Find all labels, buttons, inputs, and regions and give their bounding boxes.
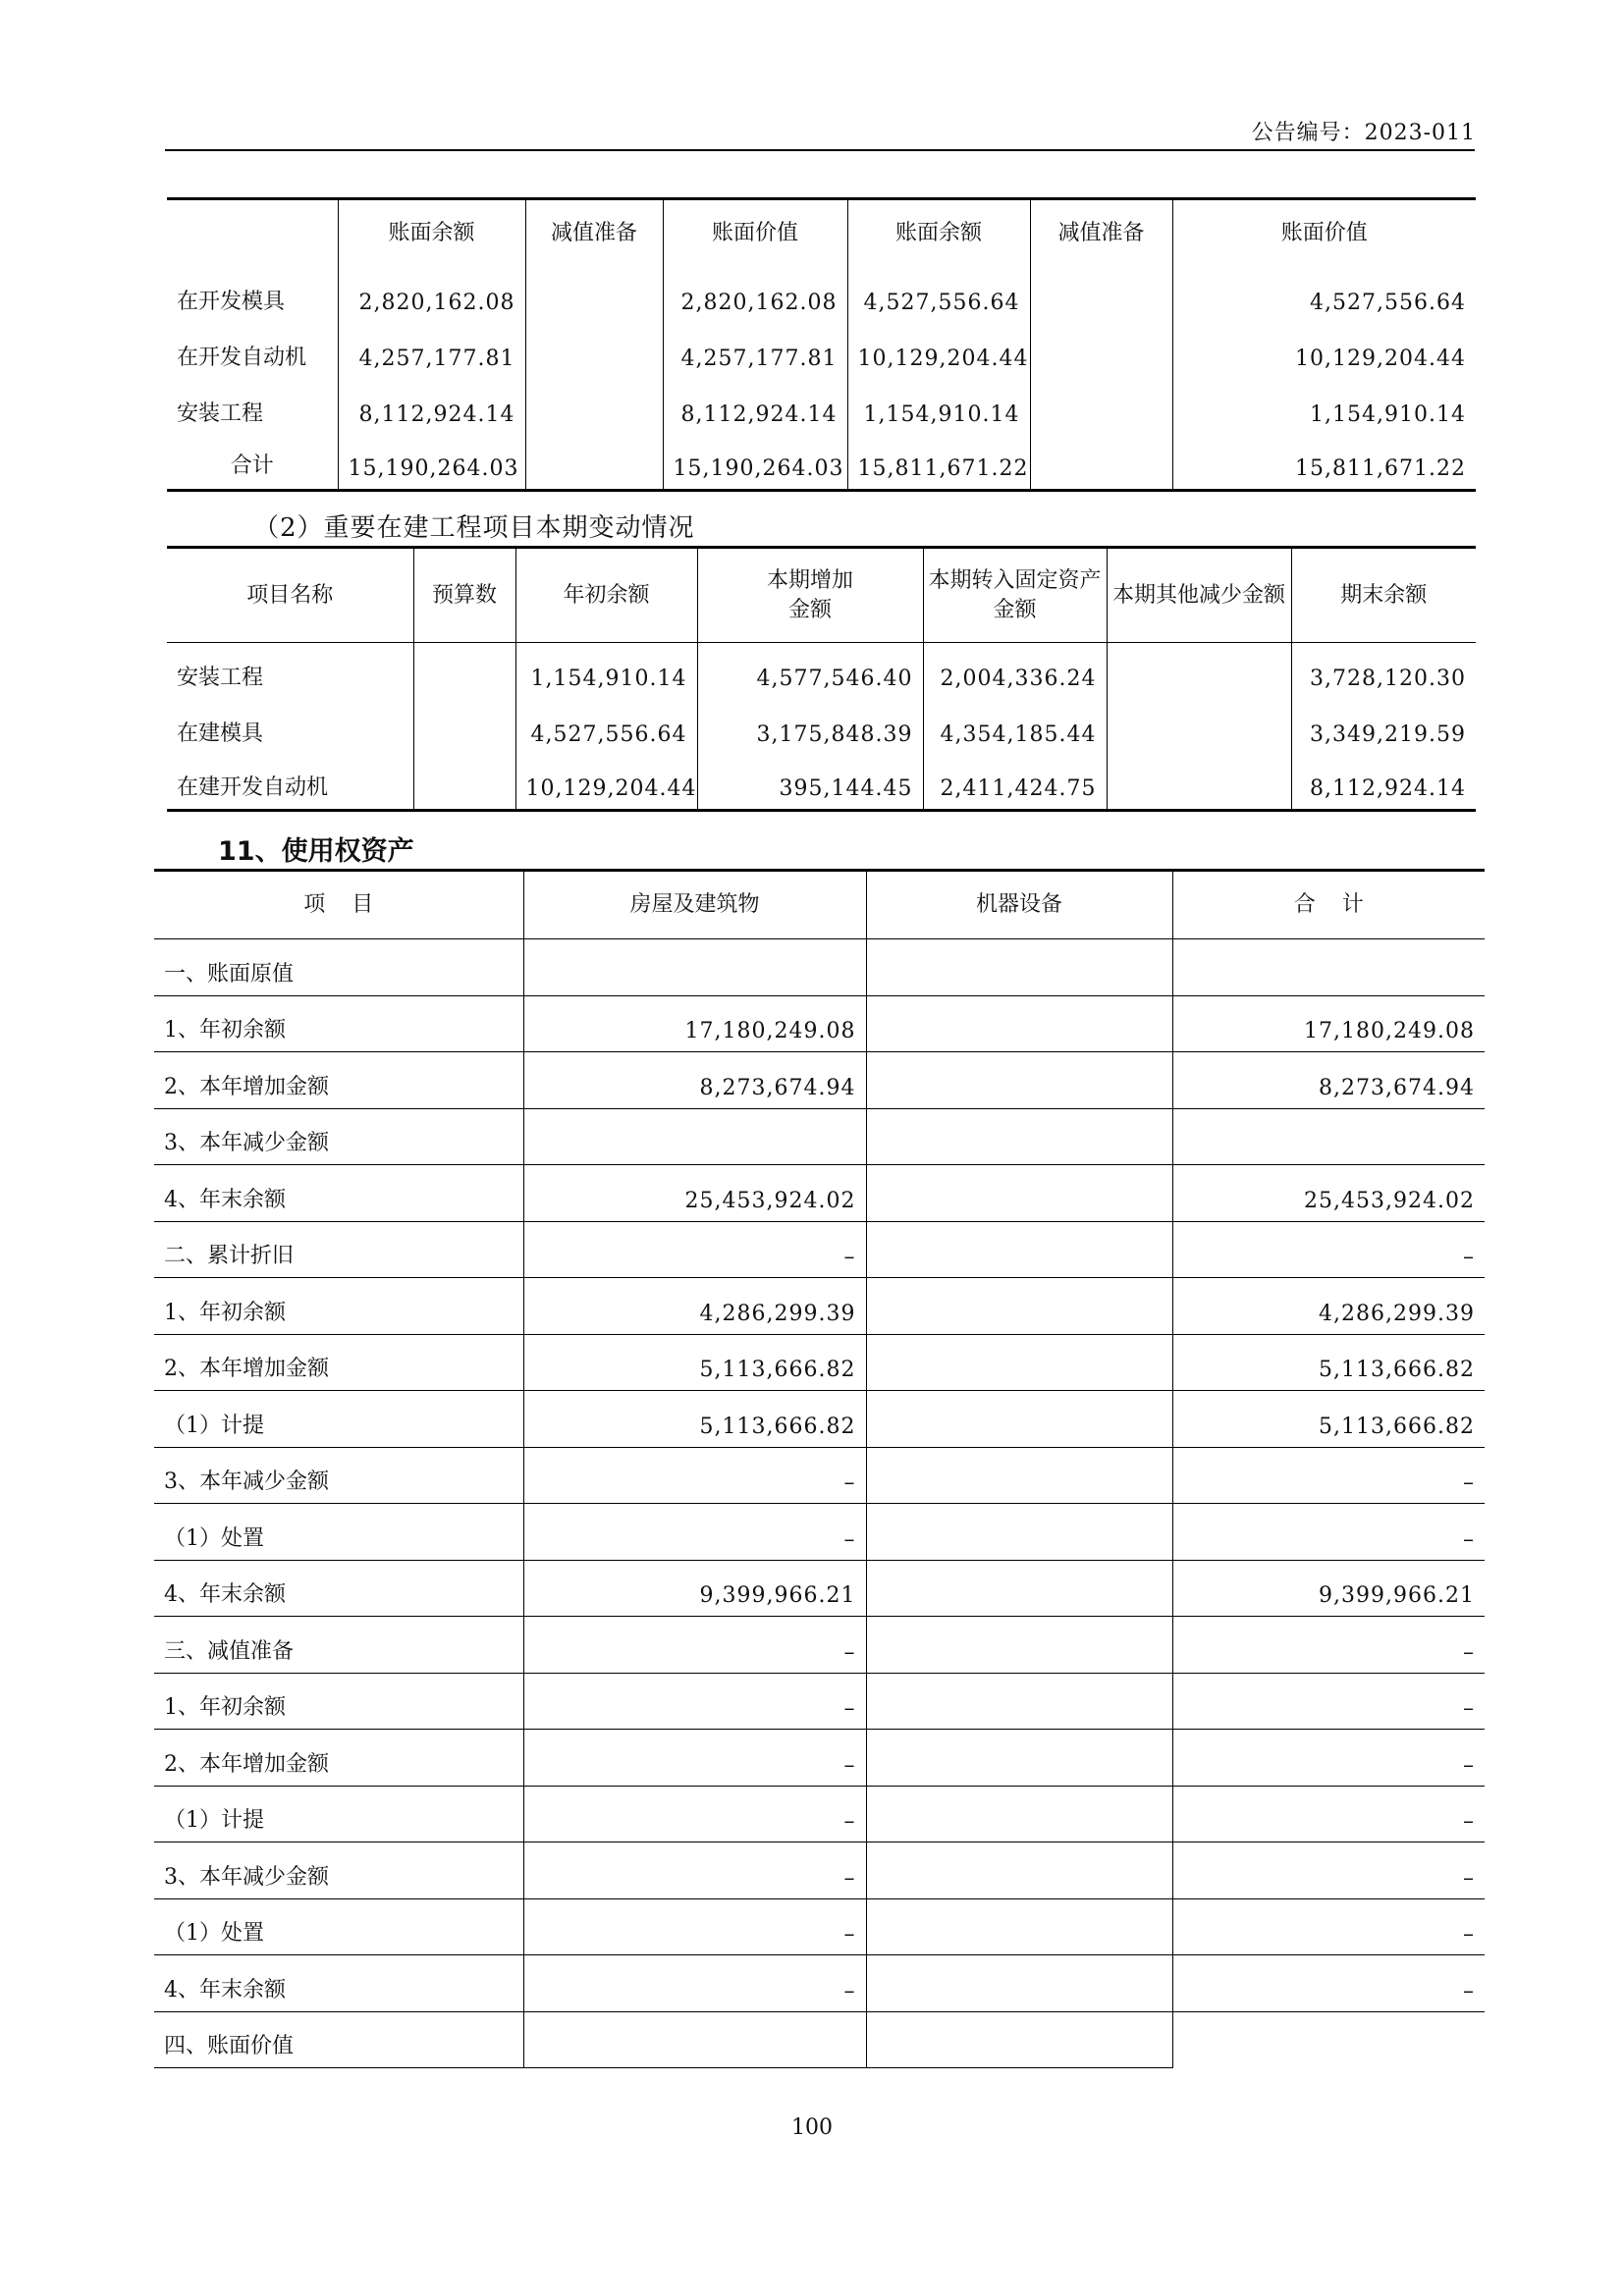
table-cell: 4,257,177.81 [338, 323, 525, 379]
table-cell: 25,453,924.02 [523, 1165, 866, 1222]
table-cell: 25,453,924.02 [1172, 1165, 1485, 1222]
table-cell [866, 939, 1172, 996]
table-cell: 15,811,671.22 [847, 435, 1030, 491]
table-cell: 5,113,666.82 [1172, 1391, 1485, 1448]
table-cell: 8,112,924.14 [338, 379, 525, 435]
table-cell: 4,577,546.40 [697, 643, 923, 699]
table-row [154, 2011, 1485, 2068]
table-cell: 4,354,185.44 [923, 699, 1107, 755]
table-cell [866, 1052, 1172, 1109]
table-row [154, 1898, 1485, 1955]
row-label: 在建模具 [177, 721, 264, 746]
table-cell [525, 267, 663, 323]
table-cell: 8,273,674.94 [1172, 1052, 1485, 1109]
row-label: （1）计提 [154, 1391, 523, 1448]
table-cell [523, 939, 866, 996]
row-label: 1、年初余额 [154, 1673, 523, 1730]
table-cell: 4,257,177.81 [663, 323, 847, 379]
table-cell: – [523, 1447, 866, 1504]
column-header [167, 199, 338, 267]
table-header-row [167, 199, 1476, 267]
table-row [167, 699, 1476, 755]
table-cell: 15,811,671.22 [1172, 435, 1476, 491]
table-cell: – [523, 1898, 866, 1955]
table-row [154, 1560, 1485, 1617]
table-row [154, 1504, 1485, 1561]
row-label: 二、累计折旧 [154, 1221, 523, 1278]
table-cell: 4,527,556.64 [1172, 267, 1476, 323]
table-row [154, 939, 1485, 996]
announcement-number: 公告编号：2023-011 [1251, 121, 1476, 145]
table-cell: 5,113,666.82 [523, 1334, 866, 1391]
column-header: 合 计 [1172, 871, 1485, 939]
table-cell [866, 1504, 1172, 1561]
table-cell: – [523, 1673, 866, 1730]
table-cell: – [1172, 1447, 1485, 1504]
row-label: 安装工程 [177, 665, 264, 690]
table-cell: – [1172, 1730, 1485, 1787]
row-label: 在开发自动机 [177, 345, 307, 370]
table-row [154, 1617, 1485, 1674]
table-row [167, 267, 1476, 323]
row-label: 在建开发自动机 [177, 775, 329, 800]
row-label: （1）处置 [154, 1898, 523, 1955]
column-header: 减值准备 [1030, 199, 1172, 267]
right-of-use-assets-table [154, 869, 1485, 2068]
table-cell [866, 1955, 1172, 2012]
table-cell [1030, 379, 1172, 435]
table-cell: 10,129,204.44 [847, 323, 1030, 379]
column-header: 账面价值 [663, 199, 847, 267]
table-row [154, 1278, 1485, 1335]
row-label: 2、本年增加金额 [154, 1730, 523, 1787]
table-cell: – [1172, 1955, 1485, 2012]
table-cell: 3,349,219.59 [1291, 699, 1476, 755]
table-cell: – [1172, 1898, 1485, 1955]
table-cell [866, 1560, 1172, 1617]
table-row [154, 1334, 1485, 1391]
row-label: 合计 [230, 454, 274, 478]
table-row [154, 1730, 1485, 1787]
table-cell: 2,411,424.75 [923, 755, 1107, 811]
column-header: 项目名称 [246, 582, 334, 608]
table-cell: 1,154,910.14 [515, 643, 697, 699]
table-cell [525, 435, 663, 491]
table-cell [866, 1278, 1172, 1335]
table-cell: 1,154,910.14 [1172, 379, 1476, 435]
table-cell [866, 1617, 1172, 1674]
table-row [167, 323, 1476, 379]
row-label: 三、减值准备 [154, 1617, 523, 1674]
construction-in-progress-table [167, 197, 1476, 492]
table-cell [525, 323, 663, 379]
table-cell: – [1172, 1504, 1485, 1561]
table-header-row [167, 548, 1476, 643]
row-label: 1、年初余额 [154, 995, 523, 1052]
table-cell [866, 1673, 1172, 1730]
table-cell [866, 1108, 1172, 1165]
table-cell [523, 1108, 866, 1165]
table-cell: 3,728,120.30 [1291, 643, 1476, 699]
table-cell: 10,129,204.44 [515, 755, 697, 811]
table-cell: 9,399,966.21 [523, 1560, 866, 1617]
project-changes-table [167, 546, 1476, 812]
row-label: 四、账面价值 [154, 2011, 523, 2068]
table-row [154, 1447, 1485, 1504]
column-header: 账面价值 [1172, 199, 1476, 267]
table-cell: – [1172, 1221, 1485, 1278]
table-cell: 4,527,556.64 [515, 699, 697, 755]
table-row [154, 1165, 1485, 1222]
column-header: 账面余额 [338, 199, 525, 267]
table-cell: 8,112,924.14 [663, 379, 847, 435]
table-cell [1107, 643, 1291, 699]
table-cell [866, 1391, 1172, 1448]
table-cell [413, 643, 515, 699]
table-row [154, 1955, 1485, 2012]
section-title: 11、使用权资产 [218, 836, 414, 867]
table-cell: 5,113,666.82 [1172, 1334, 1485, 1391]
table-cell: – [523, 1617, 866, 1674]
table-cell: 17,180,249.08 [1172, 995, 1485, 1052]
table-cell [1172, 1108, 1485, 1165]
table-cell: 5,113,666.82 [523, 1391, 866, 1448]
table-row [154, 1673, 1485, 1730]
table-cell [1172, 939, 1485, 996]
column-header: 本期其他减少金额 [1107, 548, 1291, 643]
table-cell: – [523, 1842, 866, 1899]
row-label: 3、本年减少金额 [154, 1447, 523, 1504]
table-cell: 1,154,910.14 [847, 379, 1030, 435]
table-cell: – [523, 1786, 866, 1842]
table-cell: 2,820,162.08 [663, 267, 847, 323]
table-cell: 15,190,264.03 [663, 435, 847, 491]
table-cell [1030, 435, 1172, 491]
table-cell [1030, 267, 1172, 323]
subsection-title: （2）重要在建工程项目本期变动情况 [253, 513, 695, 543]
column-header: 期末余额 [1291, 548, 1476, 643]
table-cell: – [523, 1955, 866, 2012]
table-cell [866, 1334, 1172, 1391]
row-label: （1）计提 [154, 1786, 523, 1842]
table-cell: – [523, 1221, 866, 1278]
table-cell: – [1172, 1673, 1485, 1730]
table-row [154, 1108, 1485, 1165]
table-cell [866, 995, 1172, 1052]
row-label: 1、年初余额 [154, 1278, 523, 1335]
table-cell: 8,112,924.14 [1291, 755, 1476, 811]
table-cell [413, 755, 515, 811]
table-cell [1107, 755, 1291, 811]
column-header: 账面余额 [847, 199, 1030, 267]
column-header: 预算数 [413, 548, 515, 643]
table-row [154, 1391, 1485, 1448]
row-label: 4、年末余额 [154, 1165, 523, 1222]
row-label: 3、本年减少金额 [154, 1842, 523, 1899]
table-cell: 9,399,966.21 [1172, 1560, 1485, 1617]
table-cell: – [523, 1730, 866, 1787]
page-number: 100 [791, 2115, 833, 2140]
table-row [154, 1221, 1485, 1278]
table-row [154, 995, 1485, 1052]
table-cell [866, 1786, 1172, 1842]
row-label: 一、账面原值 [154, 939, 523, 996]
column-header: 机器设备 [866, 871, 1172, 939]
row-label: 在开发模具 [177, 289, 286, 314]
table-cell: – [1172, 1617, 1485, 1674]
table-row [167, 643, 1476, 699]
table-cell: – [1172, 1842, 1485, 1899]
row-label: （1）处置 [154, 1504, 523, 1561]
column-header: 项 目 [154, 871, 523, 939]
row-label: 2、本年增加金额 [154, 1334, 523, 1391]
table-cell: 4,527,556.64 [847, 267, 1030, 323]
table-cell: 395,144.45 [697, 755, 923, 811]
table-cell: 17,180,249.08 [523, 995, 866, 1052]
table-row [154, 1842, 1485, 1899]
table-cell: 4,286,299.39 [523, 1278, 866, 1335]
row-label: 4、年末余额 [154, 1560, 523, 1617]
table-cell [1172, 2011, 1485, 2068]
row-label: 3、本年减少金额 [154, 1108, 523, 1165]
column-header: 房屋及建筑物 [523, 871, 866, 939]
table-cell [866, 2011, 1172, 2068]
column-header: 本期增加金额 [697, 548, 923, 643]
table-cell: 10,129,204.44 [1172, 323, 1476, 379]
table-cell: 2,820,162.08 [338, 267, 525, 323]
header-rule [165, 149, 1475, 151]
table-cell [1107, 699, 1291, 755]
table-cell: 3,175,848.39 [697, 699, 923, 755]
table-cell [523, 2011, 866, 2068]
table-cell: – [1172, 1786, 1485, 1842]
table-cell: – [523, 1504, 866, 1561]
table-cell: 8,273,674.94 [523, 1052, 866, 1109]
column-header: 减值准备 [525, 199, 663, 267]
table-row [154, 1786, 1485, 1842]
table-cell [866, 1447, 1172, 1504]
row-label: 安装工程 [177, 400, 264, 426]
table-header-row [154, 871, 1485, 939]
table-cell [866, 1842, 1172, 1899]
table-cell [413, 699, 515, 755]
table-cell: 15,190,264.03 [338, 435, 525, 491]
column-header: 本期转入固定资产金额 [923, 548, 1107, 643]
table-cell: 2,004,336.24 [923, 643, 1107, 699]
table-cell [1030, 323, 1172, 379]
total-row [167, 435, 1476, 491]
column-header: 年初余额 [515, 548, 697, 643]
table-cell [525, 379, 663, 435]
table-cell [866, 1221, 1172, 1278]
table-cell [866, 1730, 1172, 1787]
row-label: 4、年末余额 [154, 1955, 523, 2012]
table-cell [866, 1898, 1172, 1955]
table-row [167, 379, 1476, 435]
row-label: 2、本年增加金额 [154, 1052, 523, 1109]
table-row [154, 1052, 1485, 1109]
table-row [167, 755, 1476, 811]
table-cell [866, 1165, 1172, 1222]
table-cell: 4,286,299.39 [1172, 1278, 1485, 1335]
